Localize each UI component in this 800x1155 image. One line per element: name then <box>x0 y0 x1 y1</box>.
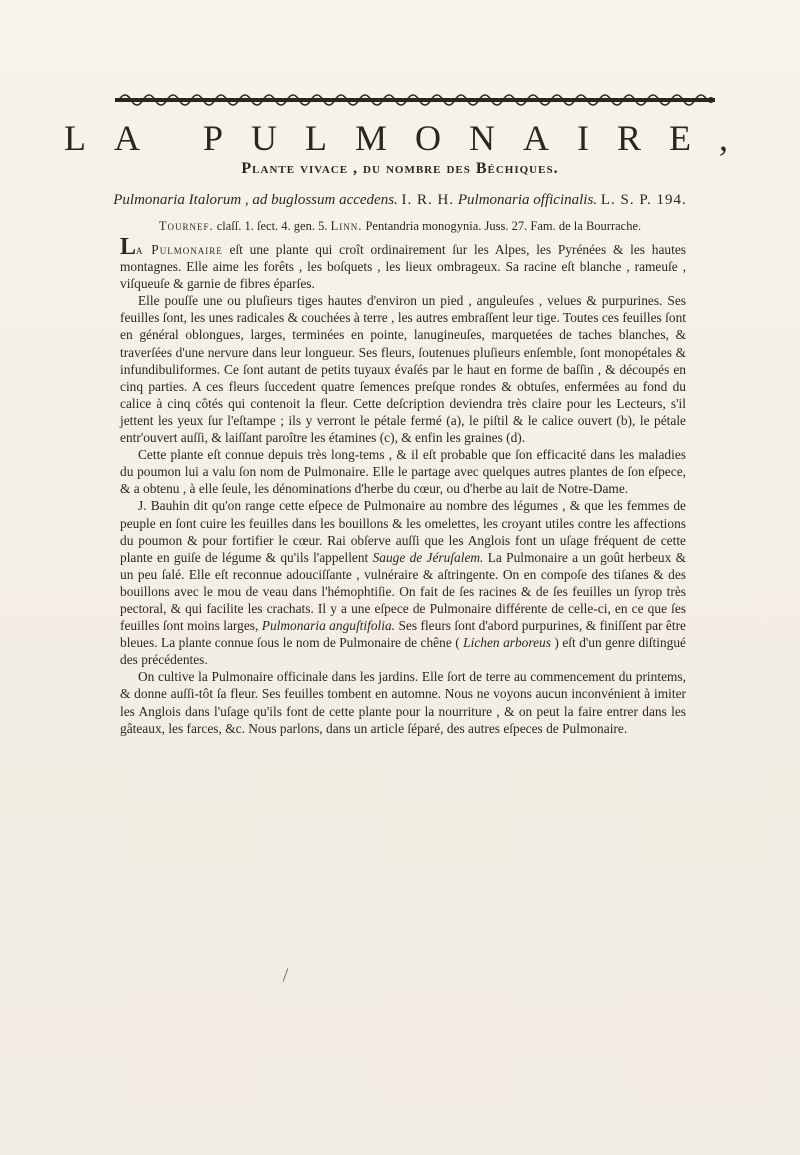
paragraph-3: Cette plante eſt connue depuis très long-tems , & il eſt probable que ſon efficacité dans les maladies du poumon lui a valu ſon nom de Pulmonaire. Elle le partage avec quelques autres plantes de ſon eſpece, & a obtenu , à elle ſeule, les dénominations d'herbe du cœur, ou d'herbe au lait de Notre-Dame. <box>120 447 686 497</box>
paragraph-4-text-c: Ses fleurs ſont d'abord purpurines, & finiſſent par être bleues. La plante connue ſous le nom de Pulmonaire de chêne ( <box>120 618 686 651</box>
synonym-lsp: L. S. P. 194. <box>600 192 687 208</box>
decorative-ornament-band <box>115 90 715 110</box>
article-body <box>120 234 686 737</box>
paragraph-4-italic-angustifolia: Pulmonaria anguſtifolia. <box>261 618 396 634</box>
paragraph-4-italic-sauge: Sauge de Jéruſalem. <box>372 549 484 565</box>
page-title: LA PULMONAIRE, <box>63 118 756 158</box>
paragraph-4-text-a: J. Bauhin dit qu'on range cette eſpece de Pulmonaire au nombre des légumes , & que les femmes de peuple en ſont cuire les feuilles dans les bouillons & les omelettes, les croyant utiles contre les affections du poumon & pour fortifier le cœur. Rai obſerve auſſi que les Anglois font un uſage fréquent de cette plante en guiſe de légume & qu'ils l'appellent <box>120 498 686 565</box>
synonym-italorum: Pulmonaria Italorum , ad buglossum accedens. <box>113 192 398 208</box>
drop-cap: L <box>120 234 137 260</box>
paragraph-4-italic-lichen: Lichen arboreus <box>463 635 551 651</box>
ref-linnaeus: Linn. <box>330 219 363 233</box>
paragraph-4-text-d: ) eſt d'un genre diſtingué des précédentes. <box>120 635 686 668</box>
paragraph-4 <box>120 497 686 668</box>
synonym-irh: I. R. H. <box>401 192 455 208</box>
botanical-synonyms <box>0 192 800 209</box>
paragraph-1 <box>120 234 686 292</box>
paragraph-1-lead: a Pulmonaire <box>136 242 223 257</box>
paper-mark <box>283 968 289 981</box>
page-subtitle: Plante vivace , du nombre des Béchiques. <box>241 160 559 177</box>
ref-tournefort-class: claſſ. 1. ſect. 4. gen. 5. <box>216 219 328 233</box>
paragraph-1-text: eſt une plante qui croît ordinairement ſur les Alpes, les Pyrénées & les hautes montagnes. Elle aime les forêts , les boſquets , les lieux ombrageux. Sa racine eſt blanche , rameuſe , viſqueuſe & garnie de fibres éparſes. <box>120 242 686 292</box>
ref-tournefort: Tournef. <box>158 219 214 233</box>
paragraph-4-text-b: La Pulmonaire a un goût herbeux & un peu ſalé. Elle eſt reconnue adouciſſante , vulnéraire & aſtringente. On en compoſe des tiſanes & des bouillons avec le mou de veau dans l'hémophtiſie. On fait de ſes racines & de ſes feuilles un ſyrop très pectoral, & qui facilite les crachats. Il y a une eſpece de Pulmonaire différente de celle-ci, en ce que ſes feuilles ſont moins larges, <box>120 549 686 634</box>
synonym-officinalis: Pulmonaria officinalis. <box>457 192 598 208</box>
paragraph-5: On cultive la Pulmonaire officinale dans les jardins. Elle ſort de terre au commencement du printems, & donne auſſi-tôt ſa fleur. Ses feuilles tombent en automne. Nous ne voyons aucun inconvénient à imiter les Anglois dans l'uſage qu'ils font de cette plante pour la nourriture , & on peut la faire entrer dans les gâteaux, les farces, &c. Nous parlons, dans un article ſéparé, des autres eſpeces de Pulmonaire. <box>120 669 686 736</box>
classification-references <box>0 219 800 234</box>
ref-linnaeus-class: Pentandria monogynia. Juss. 27. Fam. de la Bourrache. <box>365 219 642 233</box>
paragraph-2: Elle pouſſe une ou pluſieurs tiges hautes d'environ un pied , anguleuſes , velues & purpurines. Ses feuilles ſont, les unes radicales & couchées à terre , les autres embraſſent leur tige. Toutes ces feuilles ſont en général oblongues, larges, terminées en pointe, lanugineuſes, marquetées de taches blanches, & traverſées d'une nervure dans leur longueur. Ses fleurs, ſoutenues pluſieurs enſemble, ſont monopétales & infundibuliformes. Ce ſont autant de petits tuyaux évaſés par le haut en forme de baſſin , & découpés en cinq parties. A ces fleurs ſuccedent quatre ſemences preſque rondes & obtuſes, enfermées au fond du calice à cinq côtés qui contenoit la fleur. Cette deſcription deviendra très claire pour les Lecteurs, s'il jettent les yeux ſur l'eſtampe ; ils y verront le pétale fermé (a), le piſtil & le calice ouvert (b), le pétale entr'ouvert auſſi, & laiſſant paroître les étamines (c), & enfin les graines (d). <box>120 293 686 446</box>
